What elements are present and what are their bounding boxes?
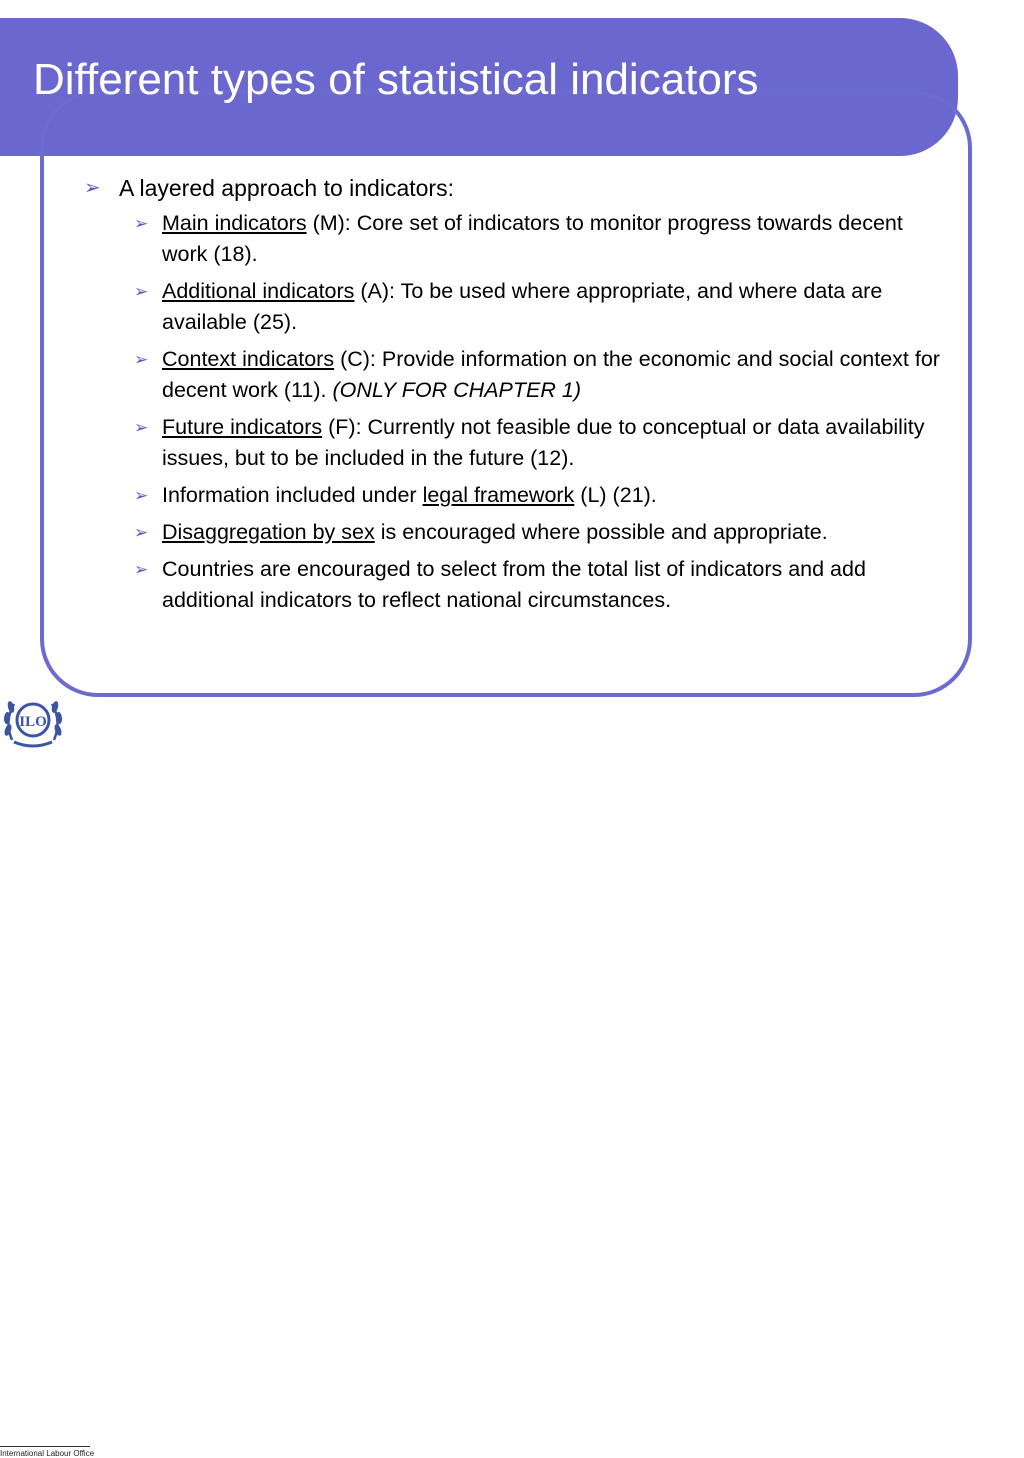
chapter-note: (ONLY FOR CHAPTER 1): [332, 378, 581, 402]
main-bullet-text: A layered approach to indicators:: [119, 175, 454, 201]
arrow-bullet-icon: ➢: [84, 177, 101, 199]
arrow-bullet-icon: ➢: [134, 418, 149, 437]
ilo-emblem-icon: [2, 690, 64, 752]
arrow-bullet-icon: ➢: [134, 523, 149, 542]
slide-title: Different types of statistical indicators: [33, 55, 759, 104]
sub-bullet-text: Countries are encouraged to select from the total list of indicators and add additional indicators to reflect national circumstances.: [162, 557, 866, 612]
link-additional-indicators: Additional indicators: [162, 279, 355, 303]
main-bullet: [84, 172, 944, 205]
link-future-indicators: Future indicators: [162, 415, 323, 439]
bullet-list: [84, 172, 944, 622]
sub-bullet-context-indicators: [84, 344, 944, 406]
arrow-bullet-icon: ➢: [134, 282, 149, 301]
arrow-bullet-icon: ➢: [134, 350, 149, 369]
sub-bullet-text: (C): Provide information on the economic and social context for decent work (11).: [162, 347, 940, 402]
link-context-indicators: Context indicators: [162, 347, 335, 371]
sub-bullet-text: (L) (21).: [574, 483, 657, 507]
logo-divider: [0, 1446, 90, 1447]
sub-bullet-text: Information included under: [162, 483, 423, 507]
link-disaggregation-by-sex: Disaggregation by sex: [162, 520, 375, 544]
sub-bullet-future-indicators: [84, 412, 944, 474]
link-legal-framework: legal framework: [422, 483, 575, 507]
sub-bullet-additional-indicators: [84, 276, 944, 338]
sub-bullet-countries: [84, 554, 944, 616]
sub-bullet-text: is encouraged where possible and appropriate.: [374, 520, 828, 544]
sub-bullet-disaggregation: [84, 517, 944, 548]
sub-bullet-text: (F): Currently not feasible due to conceptual or data availability issues, but to be included in the future (12).: [162, 415, 925, 470]
arrow-bullet-icon: ➢: [134, 486, 149, 505]
ilo-logo: [0, 690, 96, 1458]
sub-bullet-legal-framework: [84, 480, 944, 511]
link-main-indicators: Main indicators: [162, 211, 307, 235]
svg-text:ILO: ILO: [19, 714, 47, 730]
arrow-bullet-icon: ➢: [134, 560, 149, 579]
sub-bullet-text: (A): To be used where appropriate, and where data are available (25).: [162, 279, 883, 334]
logo-caption: International Labour Office: [0, 1449, 95, 1458]
arrow-bullet-icon: ➢: [134, 214, 149, 233]
sub-bullet-text: (M): Core set of indicators to monitor progress towards decent work (18).: [162, 211, 903, 266]
sub-bullet-main-indicators: [84, 208, 944, 270]
